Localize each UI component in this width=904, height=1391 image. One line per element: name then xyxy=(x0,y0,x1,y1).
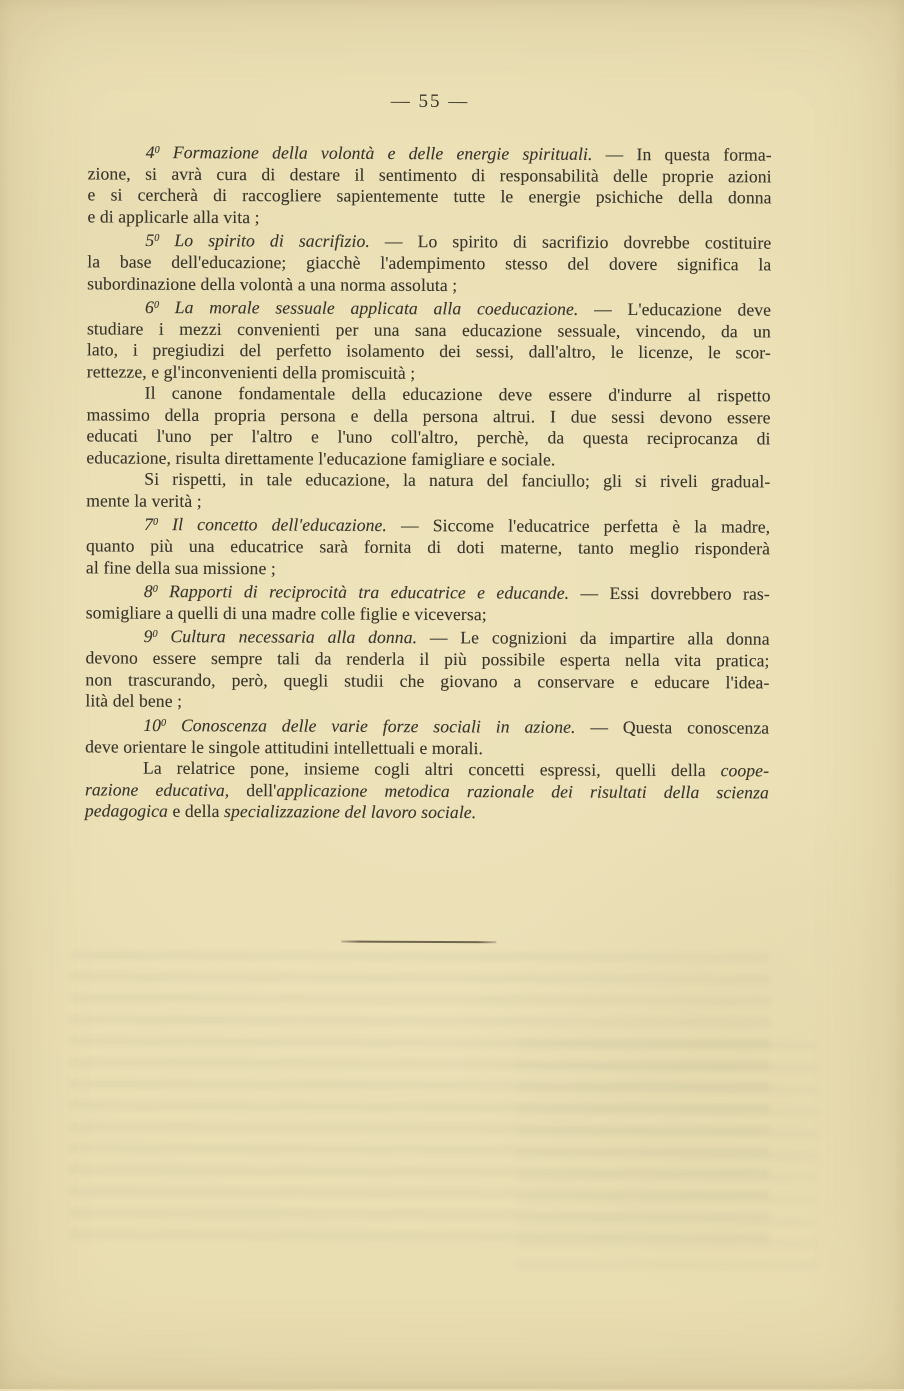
text-segment: applicazione metodica razionale dei risultati della scienza xyxy=(276,779,769,802)
text-segment: zione, si avrà cura di destare il sentimento di responsabilità delle proprie azioni xyxy=(87,163,772,187)
text-segment: non trascurando, però, quegli studii che giovano a conservare e educare l'idea- xyxy=(85,669,770,693)
text-line xyxy=(86,624,770,651)
text-line xyxy=(87,228,771,255)
text-segment: somigliare a quelli di una madre colle figlie e viceversa; xyxy=(85,602,487,625)
text-segment: devono essere sempre tali da renderla il più possibile esperta nella vita pratica; xyxy=(85,647,770,671)
text-segment: coope- xyxy=(720,760,770,781)
text-segment: Il canone fondamentale della educazione deve essere d'indurre al rispetto xyxy=(144,383,771,406)
text-segment: La relatrice pone, insieme cogli altri concetti espressi, quelli della xyxy=(143,757,721,781)
text-segment: Conoscenza delle varie forze sociali in azione. xyxy=(166,714,576,737)
text-segment: — Siccome l'educatrice perfetta è la madre, xyxy=(386,515,771,538)
section-divider xyxy=(341,941,496,944)
text-segment: Cultura necessaria alla donna. xyxy=(157,626,418,648)
text-line xyxy=(87,404,771,428)
text-line xyxy=(87,383,771,407)
text-segment: 0 xyxy=(152,583,158,595)
text-segment: 0 xyxy=(153,299,160,311)
text-segment: 7 xyxy=(144,514,154,535)
text-segment: lità del bene ; xyxy=(85,690,183,712)
text-segment: 10 xyxy=(143,714,162,735)
text-segment: — L'educazione deve xyxy=(578,298,772,320)
text-segment: educazione, risulta direttamente l'educazione famigliare e sociale. xyxy=(86,447,556,470)
text-segment: 0 xyxy=(153,517,159,529)
text-segment: la base dell'educazione; giacchè l'adempimento stesso del dovere significa la xyxy=(87,251,772,275)
text-segment: 4 xyxy=(145,141,155,162)
text-line xyxy=(86,536,770,560)
page-showthrough-secondary xyxy=(517,1040,818,1271)
text-segment: rettezze, e gl'inconvenienti della promiscuità ; xyxy=(86,361,416,383)
text-segment: Il concetto dell'educazione. xyxy=(158,514,387,536)
text-line xyxy=(88,139,772,166)
text-block xyxy=(85,139,772,825)
text-segment: massimo della propria persona e della persona altrui. I due sessi devono essere xyxy=(86,404,771,428)
text-segment: lato, i pregiudizi del perfetto isolamento dei sessi, dall'altro, le licenze, le scor- xyxy=(86,339,771,363)
text-segment: — Lo spirito di sacrifizio dovrebbe costituire xyxy=(369,231,772,253)
text-line xyxy=(85,800,769,824)
text-line xyxy=(85,712,769,739)
text-segment: e della xyxy=(167,800,225,822)
text-line xyxy=(86,512,770,539)
text-segment: razione educativa, xyxy=(84,778,230,800)
text-line xyxy=(85,736,769,760)
text-segment: — Essi dovrebbero ras- xyxy=(569,582,770,604)
text-segment: dell' xyxy=(229,779,277,800)
text-segment: — Questa conoscenza xyxy=(575,716,770,738)
text-line xyxy=(86,648,770,672)
text-segment: Formazione della volontà e delle energie spirituali. xyxy=(159,142,593,164)
text-line xyxy=(87,318,771,342)
text-segment: subordinazione della volontà a una norma assoluta ; xyxy=(87,272,458,295)
text-segment: 5 xyxy=(145,230,155,251)
text-line xyxy=(86,447,770,471)
text-segment: al fine della sua missione ; xyxy=(85,557,276,578)
text-segment: educati l'uno per l'altro e l'uno coll'altro, perchè, da questa reciprocanza di xyxy=(86,425,771,449)
text-line xyxy=(87,273,771,297)
text-segment: deve orientare le singole attitudini intellettuali e morali. xyxy=(85,735,484,758)
text-segment: Si rispetti, in tale educazione, la natura del fanciullo; gli si riveli gradual- xyxy=(144,469,771,492)
text-segment: specializzazione del lavoro sociale. xyxy=(224,801,477,823)
text-segment: 8 xyxy=(143,581,153,602)
text-line xyxy=(87,340,771,364)
page-number: — 55 — xyxy=(390,90,470,113)
text-segment: La morale sessuale applicata alla coeducazione. xyxy=(159,297,579,319)
text-segment: 0 xyxy=(161,717,167,729)
text-line xyxy=(86,557,770,581)
text-line xyxy=(88,163,772,187)
text-line xyxy=(85,757,769,781)
text-line xyxy=(85,669,769,693)
text-segment: Rapporti di reciprocità tra educatrice e educande. xyxy=(157,581,570,603)
text-segment: e di applicarle alla vita ; xyxy=(87,206,260,227)
text-line xyxy=(86,602,770,626)
text-line xyxy=(85,779,769,803)
text-segment: pedagogica xyxy=(84,800,169,821)
text-line xyxy=(86,579,770,606)
text-line xyxy=(87,206,771,230)
text-line xyxy=(87,251,771,275)
text-segment: — Le cognizioni da impartire alla donna xyxy=(417,627,770,650)
text-line xyxy=(86,469,770,493)
text-segment: quanto più una educatrice sarà fornita di doti materne, tanto meglio risponderà xyxy=(85,535,771,559)
text-segment: studiare i mezzi convenienti per una sana educazione sessuale, vincendo, da un xyxy=(86,318,772,342)
text-segment: Lo spirito di sacrifizio. xyxy=(159,230,370,252)
text-segment: 6 xyxy=(145,297,155,318)
text-line xyxy=(85,691,769,715)
text-segment: mente la verità ; xyxy=(86,490,202,511)
text-segment: 0 xyxy=(154,144,160,156)
text-segment: — In questa forma- xyxy=(592,143,772,165)
text-segment: 0 xyxy=(152,629,158,641)
text-segment: 0 xyxy=(154,232,160,245)
text-segment: e si cercherà di raccogliere sapientemente tutte le energie psichiche della donna xyxy=(87,184,772,208)
text-line xyxy=(87,361,771,385)
text-line xyxy=(87,294,771,321)
text-line xyxy=(86,426,770,450)
text-line xyxy=(88,185,772,209)
text-line xyxy=(86,490,770,514)
text-segment: 9 xyxy=(143,626,153,647)
